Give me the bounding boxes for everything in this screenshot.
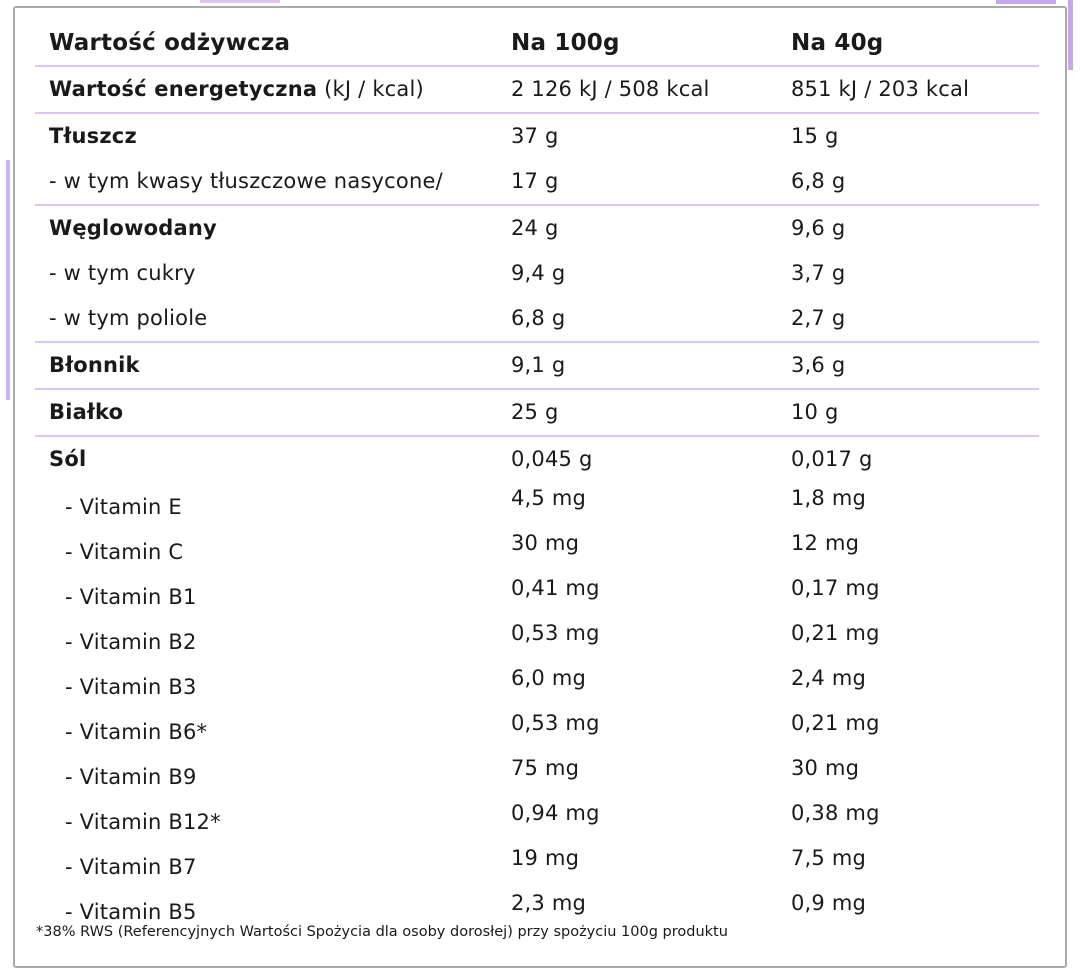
table-header-row <box>35 20 1039 67</box>
vitamin-label: - Vitamin B12* <box>65 810 221 834</box>
table-row-vitamin <box>35 842 1039 887</box>
header-per-40g: Na 40g <box>791 30 884 56</box>
decor-accent-top <box>200 0 280 3</box>
table-row-polyols <box>35 296 1039 343</box>
table-row-vitamin <box>35 617 1039 662</box>
row-per-100g: 24 g <box>511 216 559 240</box>
row-per-40g: 6,8 g <box>791 169 846 193</box>
vitamin-label: - Vitamin B9 <box>65 765 197 789</box>
row-per-40g: 15 g <box>791 124 839 148</box>
vitamin-per-40g: 0,21 mg <box>791 621 880 645</box>
row-per-40g: 9,6 g <box>791 216 846 240</box>
table-row-vitamin <box>35 662 1039 707</box>
vitamin-per-100g: 0,53 mg <box>511 711 600 735</box>
vitamin-label: - Vitamin B1 <box>65 585 197 609</box>
row-per-100g: 9,4 g <box>511 261 566 285</box>
vitamin-per-100g: 6,0 mg <box>511 666 587 690</box>
table-row-carbohydrates <box>35 206 1039 251</box>
nutrition-panel <box>13 6 1067 968</box>
table-row-vitamin <box>35 797 1039 842</box>
table-row-vitamin <box>35 527 1039 572</box>
vitamin-per-100g: 19 mg <box>511 846 580 870</box>
energy-label-bold: Wartość energetyczna <box>49 77 318 101</box>
row-per-40g: 3,6 g <box>791 353 846 377</box>
energy-per-40g: 851 kJ / 203 kcal <box>791 77 970 101</box>
vitamin-per-100g: 4,5 mg <box>511 486 587 510</box>
table-row-fat <box>35 114 1039 159</box>
row-per-40g: 0,017 g <box>791 447 873 471</box>
energy-label-unit: (kJ / kcal) <box>317 77 424 101</box>
row-per-100g: 6,8 g <box>511 306 566 330</box>
row-per-40g: 2,7 g <box>791 306 846 330</box>
table-row-sugars <box>35 251 1039 296</box>
vitamin-per-40g: 12 mg <box>791 531 860 555</box>
vitamin-per-40g: 1,8 mg <box>791 486 867 510</box>
vitamin-label: - Vitamin B5 <box>65 900 197 924</box>
table-row-protein <box>35 390 1039 437</box>
row-label: Błonnik <box>49 353 140 377</box>
table-row-vitamin <box>35 482 1039 527</box>
vitamin-per-100g: 2,3 mg <box>511 891 587 915</box>
vitamin-per-40g: 0,21 mg <box>791 711 880 735</box>
vitamin-label: - Vitamin B7 <box>65 855 197 879</box>
footnote: *38% RWS (Referencyjnych Wartości Spożycia dla osoby dorosłej) przy spożyciu 100g produktu <box>36 924 728 940</box>
row-label: Białko <box>49 400 124 424</box>
vitamin-label: - Vitamin C <box>65 540 184 564</box>
vitamin-per-40g: 2,4 mg <box>791 666 867 690</box>
row-label: Sól <box>49 447 87 471</box>
row-per-100g: 9,1 g <box>511 353 566 377</box>
table-row-fibre <box>35 343 1039 390</box>
vitamin-per-40g: 7,5 mg <box>791 846 867 870</box>
decor-accent-right-edge <box>1068 0 1073 70</box>
decor-accent-top-right <box>996 0 1056 4</box>
row-label: Węglowodany <box>49 216 217 240</box>
row-label: - w tym cukry <box>49 261 196 285</box>
row-per-40g: 10 g <box>791 400 839 424</box>
energy-per-100g: 2 126 kJ / 508 kcal <box>511 77 710 101</box>
table-row-saturated-fat <box>35 159 1039 206</box>
row-per-40g: 3,7 g <box>791 261 846 285</box>
nutrition-table <box>35 20 1039 932</box>
row-label: Tłuszcz <box>49 124 137 148</box>
vitamin-per-100g: 30 mg <box>511 531 580 555</box>
vitamin-per-40g: 0,38 mg <box>791 801 880 825</box>
table-row-energy <box>35 67 1039 114</box>
vitamin-per-100g: 75 mg <box>511 756 580 780</box>
table-row-vitamin <box>35 752 1039 797</box>
vitamin-per-40g: 0,17 mg <box>791 576 880 600</box>
decor-accent-left-edge <box>6 160 10 400</box>
vitamin-per-40g: 0,9 mg <box>791 891 867 915</box>
table-row-vitamin <box>35 572 1039 617</box>
energy-label <box>49 79 424 100</box>
vitamin-per-100g: 0,41 mg <box>511 576 600 600</box>
table-row-salt <box>35 437 1039 482</box>
row-per-100g: 17 g <box>511 169 559 193</box>
row-label: - w tym kwasy tłuszczowe nasycone/ <box>49 169 443 193</box>
row-per-100g: 37 g <box>511 124 559 148</box>
vitamin-label: - Vitamin B2 <box>65 630 197 654</box>
vitamin-per-100g: 0,94 mg <box>511 801 600 825</box>
header-nutrient: Wartość odżywcza <box>49 30 291 56</box>
vitamin-per-100g: 0,53 mg <box>511 621 600 645</box>
vitamin-label: - Vitamin B6* <box>65 720 208 744</box>
vitamin-label: - Vitamin E <box>65 495 182 519</box>
row-per-100g: 0,045 g <box>511 447 593 471</box>
vitamin-label: - Vitamin B3 <box>65 675 197 699</box>
vitamin-per-40g: 30 mg <box>791 756 860 780</box>
row-per-100g: 25 g <box>511 400 559 424</box>
header-per-100g: Na 100g <box>511 30 620 56</box>
row-label: - w tym poliole <box>49 306 208 330</box>
table-row-vitamin <box>35 707 1039 752</box>
